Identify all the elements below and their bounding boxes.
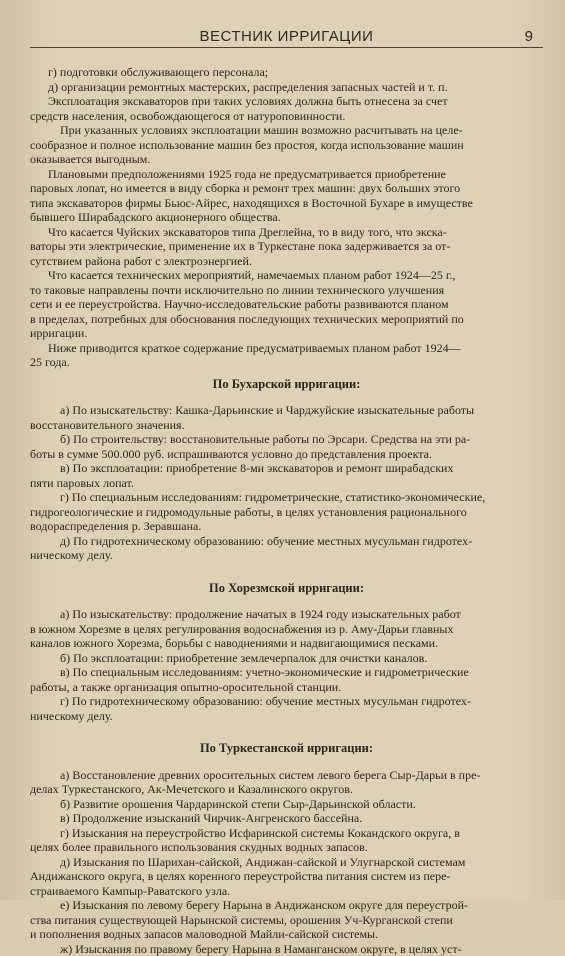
text-line: ническому делу.: [30, 548, 543, 563]
text-line: типа экскаваторов фирмы Бьюс-Айрес, находящихся в Восточной Бухаре в имуществе: [30, 196, 543, 211]
text-line: Ниже приводится краткое содержание предусматриваемых планом работ 1924—: [30, 341, 543, 356]
text-line: и пополнения водных запасов маловодной Майли-сайской системы.: [30, 927, 543, 942]
text-line: боты в сумме 500.000 руб. испрашиваются условно до представления проекта.: [30, 447, 543, 462]
text-line: а) Восстановление древних оросительных систем левого берега Сыр-Дарьи в пре-: [30, 768, 543, 783]
text-line: сообразное и полное использование машин без простоя, когда использование машин: [30, 138, 543, 153]
text-line: б) Развитие орошения Чардаринской степи Сыр-Дарьинской области.: [30, 797, 543, 812]
text-line: сети и ее переустройства. Научно-исследовательские работы развиваются планом: [30, 297, 543, 312]
intro-text: [30, 65, 543, 370]
text-line: в пределах, потребных для обоснования последующих технических мероприятий по: [30, 312, 543, 327]
page-header: [30, 0, 543, 48]
text-line: в южном Хорезме в целях регулирования водоснабжения из р. Аму-Дарьи главных: [30, 622, 543, 637]
text-line: д) По гидротехническому образованию: обучение местных мусульман гидротех-: [30, 534, 543, 549]
text-line: б) По строительству: восстановительные работы по Эрсари. Средства на эти ра-: [30, 432, 543, 447]
text-line: страиваемого Кампыр-Раватского узла.: [30, 884, 543, 899]
text-line: При указанных условиях эксплоатации машин возможно расчитывать на целе-: [30, 123, 543, 138]
section-heading-khorezm: По Хорезмской ирригации:: [30, 581, 543, 596]
text-line: ства питания существующей Нарынской системы, орошения Уч-Курганской степи: [30, 913, 543, 928]
text-line: бывшего Ширабадского акционерного общества.: [30, 210, 543, 225]
text-line: Плановыми предположениями 1925 года не предусматривается приобретение: [30, 167, 543, 182]
text-line: г) Изыскания на переустройство Исфаринской системы Кокандского округа, в: [30, 826, 543, 841]
section-turkestan: [30, 768, 543, 956]
text-line: Что касается Чуйских экскаваторов типа Дреглейна, то в виду того, что экска-: [30, 225, 543, 240]
section-heading-turkestan: По Туркестанской ирригации:: [30, 741, 543, 756]
text-line: делах Туркестанского, Ак-Мечетского и Казалинского округов.: [30, 782, 543, 797]
text-line: г) По гидротехническому образованию: обучение местных мусульман гидротех-: [30, 694, 543, 709]
page-number: 9: [525, 28, 533, 45]
text-line: 25 года.: [30, 355, 543, 370]
text-line: сутствием района работ с электроэнергией.: [30, 254, 543, 269]
text-line: г) подготовки обслуживающего персонала;: [30, 65, 543, 80]
text-line: ирригации.: [30, 326, 543, 341]
text-line: Андижанского округа, в целях коренного переустройства питания систем из пере-: [30, 869, 543, 884]
text-line: а) По изыскательству: Кашка-Дарьинские и Чарджуйские изыскательные работы: [30, 403, 543, 418]
text-line: паровых лопат, но имеется в виду сборка и ремонт трех машин: двух больших этого: [30, 181, 543, 196]
text-line: Что касается технических мероприятий, намечаемых планом работ 1924—25 г.,: [30, 268, 543, 283]
section-heading-bukhara: По Бухарской ирригации:: [30, 377, 543, 392]
text-line: в) Продолжение изысканий Чирчик-Ангренского бассейна.: [30, 811, 543, 826]
text-line: ваторы эти электрические, применение их в Туркестане пока задерживается за от-: [30, 239, 543, 254]
text-line: а) По изыскательству: продолжение начатых в 1924 году изыскательных работ: [30, 607, 543, 622]
text-line: д) организации ремонтных мастерских, распределения запасных частей и т. п.: [30, 80, 543, 95]
text-line: е) Изыскания по левому берегу Нарына в Андижанском округе для переустрой-: [30, 898, 543, 913]
text-line: в) По специальным исследованиям: учетно-экономические и гидрометрические: [30, 665, 543, 680]
text-line: пяти паровых лопат.: [30, 476, 543, 491]
text-line: каналов южного Хорезма, борьбы с наводнениями и надвигающимися песками.: [30, 636, 543, 651]
text-line: гидрогеологические и гидромодульные работы, в целях установления рационального: [30, 505, 543, 520]
text-line: Эксплоатация экскаваторов при таких условиях должна быть отнесена за счет: [30, 94, 543, 109]
text-line: целях более правильного использования скудных водных запасов.: [30, 840, 543, 855]
text-line: работы, а также организация опытно-оросительной станции.: [30, 680, 543, 695]
text-line: г) По специальным исследованиям: гидрометрические, статистико-экономические,: [30, 490, 543, 505]
section-khorezm: [30, 607, 543, 723]
text-line: в) По эксплоатации: приобретение 8-ми экскаваторов и ремонт ширабадских: [30, 461, 543, 476]
text-line: водораспределения р. Зеравшана.: [30, 519, 543, 534]
text-line: то таковые направлены почти исключительно по линии технического улучшения: [30, 283, 543, 298]
text-line: д) Изыскания по Шарихан-сайской, Андижан-сайской и Улугнарской системам: [30, 855, 543, 870]
text-line: оказывается выгодным.: [30, 152, 543, 167]
journal-title: ВЕСТНИК ИРРИГАЦИИ: [30, 28, 543, 45]
text-line: средств населения, освобождающегося от натуроповинности.: [30, 109, 543, 124]
text-line: б) По эксплоатации: приобретение землечерпалок для очистки каналов.: [30, 651, 543, 666]
text-line: ническому делу.: [30, 709, 543, 724]
text-line: ж) Изыскания по правому берегу Нарына в Наманганском округе, в целях уст-: [30, 942, 543, 956]
article-body: [30, 48, 543, 956]
section-bukhara: [30, 403, 543, 563]
text-line: восстановительного значения.: [30, 418, 543, 433]
